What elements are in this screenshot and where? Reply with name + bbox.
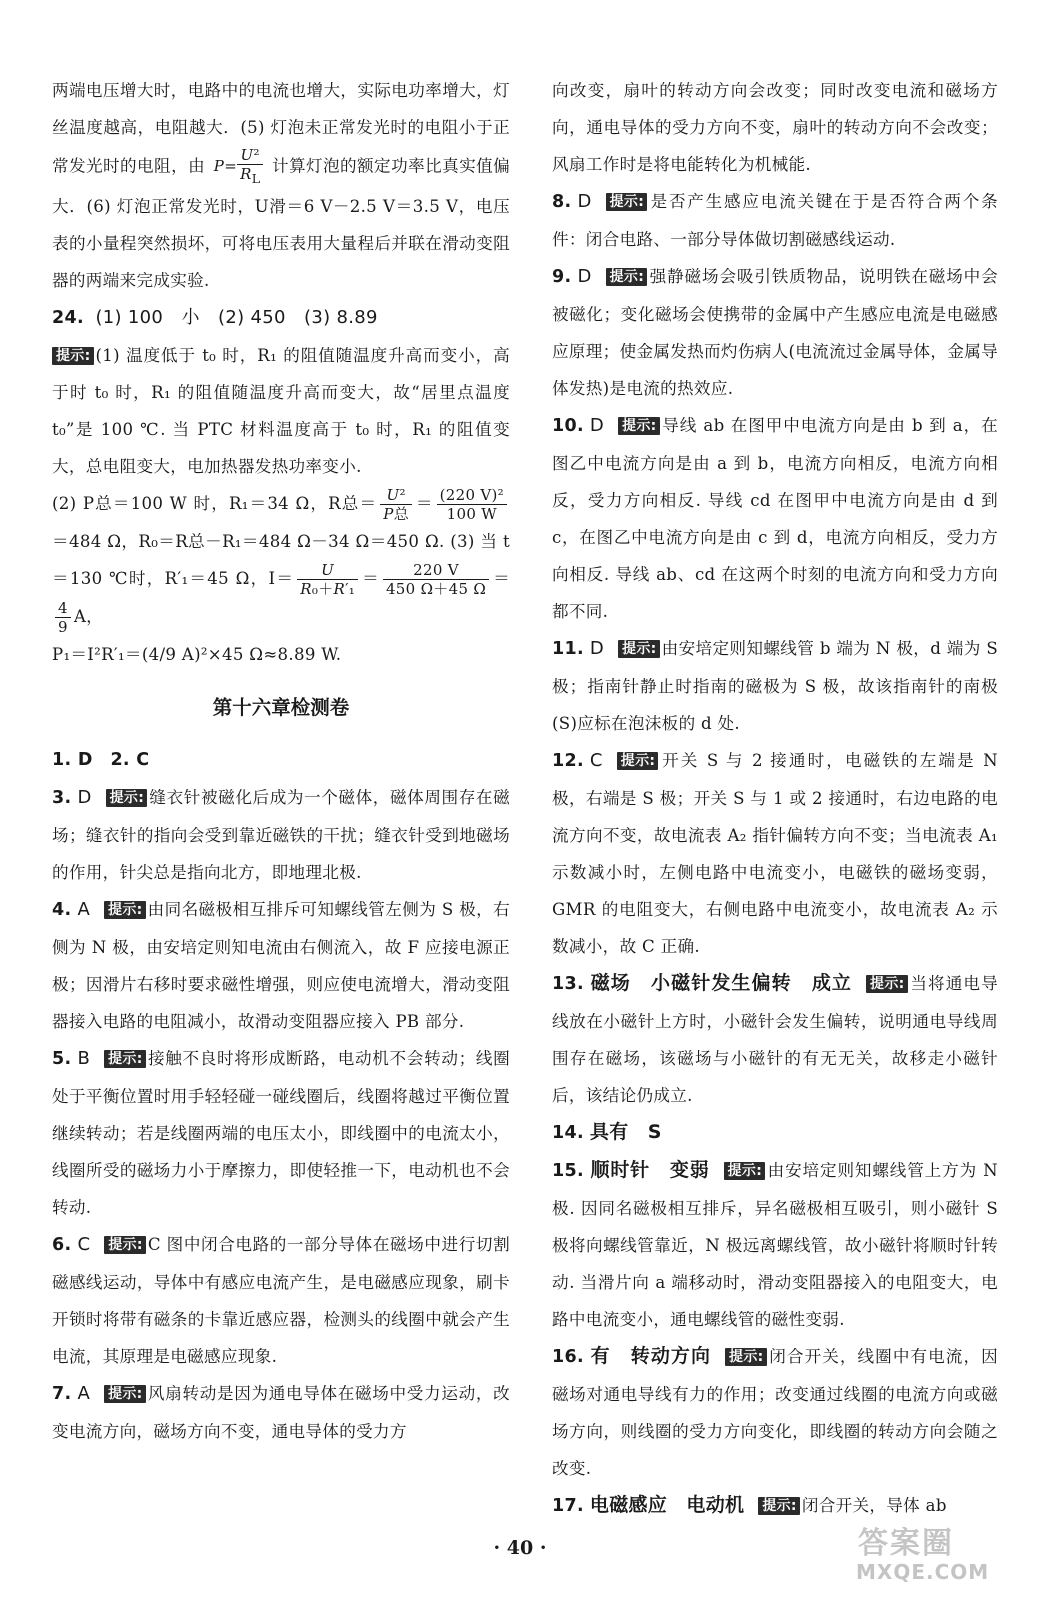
answer: 磁场 小磁针发生偏转 成立	[589, 972, 853, 994]
tip-text: 由安培定则知螺线管上方为 N 极. 因同名磁极相互排斥，异名磁极相互吸引，则小磁针 S 极将向螺线管靠近，N 极远离螺线管，故小磁针将顺时针转动. 当滑片向 a 端移动时，滑动变阻器接入的电阻变大，电路中电流变小，通电螺线管的磁性变弱.	[552, 1161, 998, 1329]
answer: (1) 100 小 (2) 450 (3) 8.89	[95, 307, 378, 328]
tip-text: C 图中闭合电路的一部分导体在磁场中进行切割磁感线运动，导体中有感应电流产生，是电磁感应现象，刷卡开锁时将带有磁条的卡靠近感应器，检测头的线圈中就会产生电流，其原理是电磁感应现象.	[52, 1235, 510, 1366]
answer: D	[577, 266, 592, 287]
question-7	[52, 1375, 510, 1450]
tip-badge: 提示:	[758, 1497, 800, 1515]
watermark-text: MXQE.COM	[856, 1560, 990, 1584]
right-column	[552, 72, 998, 1525]
tip-badge: 提示:	[606, 193, 648, 211]
question-7-continuation	[552, 72, 998, 183]
fraction-current: $\frac{U}{\text{R₀＋R′₁}}$	[297, 561, 358, 598]
answer: D	[589, 415, 605, 436]
question-24-tip	[52, 337, 510, 485]
question-number: 5.	[52, 1049, 72, 1069]
answer: A	[77, 899, 91, 920]
watermark-logo: 答案圈	[858, 1526, 954, 1561]
answer: C	[589, 750, 603, 771]
question-number: 13.	[552, 974, 584, 994]
answer: A	[77, 1383, 91, 1404]
question-24-tip-calc: (2) P总＝100 W 时，R₁＝34 Ω，R总＝ $\frac{\text{U²}}{\text{P总}}$ ＝ $\frac{\text{(220 V)²}}{100 W}$ ＝484 Ω，R₀＝R总－R₁＝484 Ω－34 Ω＝450 Ω. (3) 当 t＝130 ℃时，R′₁＝45 Ω，I＝ $\frac{U}{\text{R₀＋R′₁}}$ ＝ $\frac{220 V}{450 \Omega+45 \Omega}$ ＝ $\frac{4}{9}$ A，	[52, 486, 510, 636]
tip-badge: 提示:	[606, 268, 648, 286]
tip-badge: 提示:	[618, 640, 660, 658]
paragraph-text: 两端电压增大时，电路中的电流也增大，实际电功率增大，灯丝温度越高，电阻越大．(5) 灯泡未正常发光时的电阻小于正常发光时的电阻，由	[52, 81, 510, 176]
question-number: 17.	[552, 1496, 584, 1516]
question-9	[552, 258, 998, 407]
question-3	[52, 779, 510, 891]
fraction-u2-over-p: $\frac{\text{U²}}{\text{P总}}$	[380, 486, 412, 523]
question-5	[52, 1040, 510, 1226]
questions-1-2	[52, 741, 510, 779]
question-number: 14.	[552, 1123, 584, 1143]
answer: B	[77, 1048, 91, 1069]
tip-text: 缝衣针被磁化后成为一个磁体，磁体周围存在磁场；缝衣针的指向会受到靠近磁铁的干扰；缝衣针受到地磁场的作用，针尖总是指向北方，即地理北极.	[52, 788, 510, 882]
fraction-4-9: $\frac{4}{9}$	[55, 599, 71, 636]
question-number: 15.	[552, 1161, 584, 1181]
answer: D	[589, 638, 605, 659]
question-number: 7.	[52, 1384, 72, 1404]
page-number: · 40 ·	[493, 1537, 547, 1559]
question-15	[552, 1152, 998, 1338]
tip-badge: 提示:	[725, 1348, 767, 1366]
question-24-tip-power	[52, 636, 510, 673]
paragraph-text: 计算灯泡的额定功率比真实值偏大．(6) 灯泡正常发光时，U滑＝6 V－2.5 V＝3.5 V，电压表的小量程突然损坏，可将电压表用大量程后并联在滑动变阻器的两端来完成实验.	[52, 156, 511, 290]
watermark	[838, 1518, 1014, 1588]
question-number: 10.	[552, 416, 584, 436]
question-number: 16.	[552, 1347, 584, 1367]
left-column	[52, 72, 510, 1450]
tip-badge: 提示:	[106, 789, 148, 807]
tip-text: (1) 温度低于 t₀ 时，R₁ 的阻值随温度升高而变小，高于时 t₀ 时，R₁ 的阻值随温度升高而变大，故“居里点温度 t₀”是 100 ℃. 当 PTC 材料温度高于 t₀ 时，R₁ 的阻值变大，总电阻变大，电加热器发热功率变小.	[52, 346, 510, 476]
fraction-current-values: $\frac{220 V}{450 \Omega+45 \Omega}$	[383, 561, 489, 598]
tip-text: (2) P总＝100 W 时，R₁＝34 Ω，R总＝	[52, 494, 378, 513]
tip-text: 开关 S 与 2 接通时，电磁铁的左端是 N 极，右端是 S 极；开关 S 与 1 或 2 接通时，右边电路的电流方向不变，故电流表 A₂ 指针偏转方向不变；当电流表 A₁ 示数减小时，左侧电路中电流变小，电磁铁的磁场变弱，GMR 的电阻变大，右侧电路中电流变小，故电流表 A₂ 示数减小，故 C 正确.	[552, 751, 998, 956]
answer: 顺时针 变弱	[589, 1159, 710, 1181]
question-number: 12.	[552, 751, 584, 771]
question-number: 3.	[52, 788, 72, 808]
tip-text: A，	[73, 607, 104, 626]
tip-text: 接触不良时将形成断路，电动机不会转动；线圈处于平衡位置时用手轻轻碰一碰线圈后，线圈将越过平衡位置继续转动；若是线圈两端的电压太小，即线圈中的电流太小，线圈所受的磁场力小于摩擦力，即使轻推一下，电动机也不会转动.	[52, 1049, 510, 1217]
answer: D	[577, 191, 592, 212]
question-12	[552, 742, 998, 965]
question-16	[552, 1338, 998, 1487]
tip-badge: 提示:	[104, 901, 146, 919]
question-number: 8.	[552, 192, 572, 212]
tip-badge: 提示:	[724, 1162, 766, 1180]
question-number: 24.	[52, 308, 84, 328]
tip-text: 向改变，扇叶的转动方向会改变；同时改变电流和磁场方向，通电导体的受力方向不变，扇叶的转动方向不会改变；风扇工作时是将电能转化为机械能.	[552, 81, 998, 174]
question-14	[552, 1114, 998, 1152]
prev-question-continuation	[52, 72, 510, 299]
question-11	[552, 630, 998, 742]
tip-badge: 提示:	[104, 1050, 146, 1068]
question-13	[552, 965, 998, 1114]
answer: C	[77, 1234, 91, 1255]
fraction-220-over-100: $\frac{\text{(220 V)²}}{100 W}$	[437, 486, 507, 523]
tip-text: P₁＝I²R′₁＝(4/9 A)²×45 Ω≈8.89 W.	[52, 645, 342, 664]
tip-badge: 提示:	[618, 417, 660, 435]
tip-text: 当将通电导线放在小磁针上方时，小磁针会发生偏转，说明通电导线周围存在磁场，该磁场与小磁针的有无无关，故移走小磁针后，该结论仍成立.	[552, 974, 999, 1105]
question-number: 9.	[552, 267, 572, 287]
power-formula: P= $\frac{\text{U²}}{R_L}$	[214, 146, 264, 188]
question-4	[52, 891, 510, 1040]
tip-text: ＝484 Ω，R₀＝R总－R₁＝484 Ω－34 Ω＝450 Ω. (3) 当 t＝130 ℃时，R′₁＝45 Ω，I＝	[52, 532, 510, 588]
answer: 电磁感应 电动机	[589, 1494, 745, 1516]
question-number: 6.	[52, 1235, 72, 1255]
tip-text: 闭合开关，线圈中有电流，因磁场对通电导线有力的作用；改变通过线圈的电流方向或磁场方向，则线圈的受力方向变化，即线圈的转动方向会随之改变.	[552, 1347, 998, 1478]
tip-text: 由同名磁极相互排斥可知螺线管左侧为 S 极，右侧为 N 极，由安培定则知电流由右侧流入，故 F 应接电源正极；因滑片右移时要求磁性增强，则应使电流增大，滑动变阻器接入电路的电阻减小，故滑动变阻器应接入 PB 部分.	[52, 900, 510, 1031]
tip-text: 是否产生感应电流关键在于是否符合两个条件：闭合电路、一部分导体做切割磁感线运动.	[552, 192, 998, 249]
tip-text: 强静磁场会吸引铁质物品，说明铁在磁场中会被磁化；变化磁场会使携带的金属中产生感应电流是电磁感应原理；使金属发热而灼伤病人(电流流过金属导体，金属导体发热)是电流的热效应.	[552, 267, 999, 398]
answer: 具有 S	[589, 1121, 662, 1143]
tip-text: 风扇转动是因为通电导体在磁场中受力运动，改变电流方向，磁场方向不变，通电导体的受力方	[52, 1384, 510, 1441]
question-10	[552, 407, 998, 630]
tip-text: 闭合开关，导体 ab	[801, 1496, 947, 1515]
tip-badge: 提示:	[104, 1385, 146, 1403]
question-number: 11.	[552, 639, 584, 659]
answer: 有 转动方向	[589, 1345, 712, 1367]
answer: D	[77, 787, 92, 808]
tip-badge: 提示:	[52, 347, 94, 365]
tip-text: 导线 ab 在图甲中电流方向是由 b 到 a，在图乙中电流方向是由 a 到 b，电流方向相反，电流方向相反，受力方向相反. 导线 cd 在图甲中电流方向是由 d 到 c，在图乙中电流方向是由 c 到 d，电流方向相反，受力方向相反. 导线 ab、cd 在这两个时刻的电流方向和受力方向都不同.	[552, 416, 998, 621]
tip-badge: 提示:	[617, 752, 659, 770]
question-24	[52, 299, 510, 337]
question-6	[52, 1226, 510, 1375]
tip-text: 由安培定则知螺线管 b 端为 N 极，d 端为 S 极；指南针静止时指南的磁极为 S 极，故该指南针的南极(S)应标在泡沫板的 d 处.	[552, 639, 998, 733]
tip-badge: 提示:	[104, 1236, 146, 1254]
question-number: 4.	[52, 900, 72, 920]
chapter-title: 第十六章检测卷	[212, 696, 350, 719]
tip-badge: 提示:	[866, 975, 908, 993]
question-8	[552, 183, 998, 258]
answer: 1. D 2. C	[52, 750, 150, 770]
